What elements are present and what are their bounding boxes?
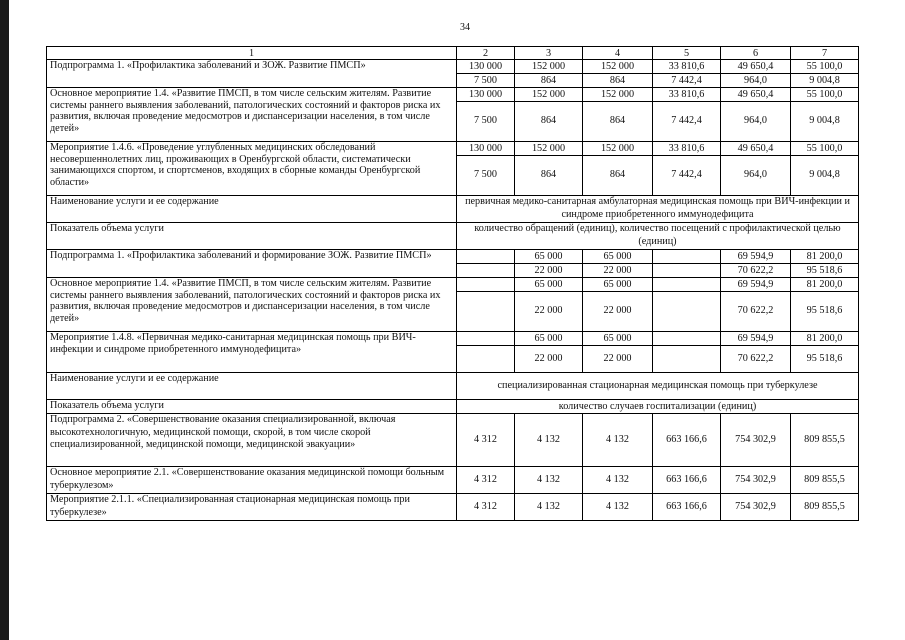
value-cell-plan: 152 000 bbox=[515, 88, 583, 102]
value-cell-volume: 9 004,8 bbox=[791, 74, 859, 88]
value-cell: 4 132 bbox=[583, 494, 653, 521]
value-cell-volume: 864 bbox=[515, 156, 583, 196]
value-cell-plan: 55 100,0 bbox=[791, 142, 859, 156]
value-cell: 4 132 bbox=[583, 467, 653, 494]
value-cell-volume: 22 000 bbox=[583, 346, 653, 373]
value-cell-plan: 65 000 bbox=[583, 332, 653, 346]
value-cell-volume: 7 442,4 bbox=[653, 102, 721, 142]
value-cell-plan: 69 594,9 bbox=[721, 250, 791, 264]
value-cell-plan: 81 200,0 bbox=[791, 278, 859, 292]
value-cell-volume: 70 622,2 bbox=[721, 292, 791, 332]
value-cell-volume: 22 000 bbox=[583, 292, 653, 332]
value-cell-volume: 9 004,8 bbox=[791, 156, 859, 196]
value-cell: 4 132 bbox=[515, 414, 583, 467]
table-row bbox=[47, 250, 859, 264]
value-cell-plan: 33 810,6 bbox=[653, 88, 721, 102]
value-cell-volume: 7 500 bbox=[457, 74, 515, 88]
value-cell-plan: 152 000 bbox=[583, 60, 653, 74]
value-cell: 809 855,5 bbox=[791, 494, 859, 521]
value-cell-plan: 49 650,4 bbox=[721, 60, 791, 74]
table-row bbox=[47, 414, 859, 467]
row-label: Подпрограмма 1. «Профилактика заболеваний и формирование ЗОЖ. Развитие ПМСП» bbox=[47, 250, 457, 278]
value-cell-plan: 33 810,6 bbox=[653, 60, 721, 74]
table-row bbox=[47, 142, 859, 156]
row-label: Подпрограмма 2. «Совершенствование оказания специализированной, включая высокотехнологичную, медицинской помощи, скорой, в том числе скорой специализированной, медицинской помощи, медицинской эвакуации» bbox=[47, 414, 457, 467]
value-cell-volume: 864 bbox=[515, 74, 583, 88]
page-number: 34 bbox=[460, 22, 470, 33]
service-label: Показатель объема услуги bbox=[47, 400, 457, 414]
service-row bbox=[47, 373, 859, 400]
row-label: Подпрограмма 1. «Профилактика заболеваний и ЗОЖ. Развитие ПМСП» bbox=[47, 60, 457, 88]
row-label: Основное мероприятие 2.1. «Совершенствование оказания медицинской помощи больным туберкулезом» bbox=[47, 467, 457, 494]
column-number: 3 bbox=[515, 47, 583, 60]
value-cell-volume: 22 000 bbox=[515, 346, 583, 373]
value-cell: 4 132 bbox=[515, 467, 583, 494]
service-row bbox=[47, 196, 859, 223]
value-cell: 663 166,6 bbox=[653, 414, 721, 467]
value-cell-plan: 33 810,6 bbox=[653, 142, 721, 156]
row-label: Мероприятие 2.1.1. «Специализированная стационарная медицинская помощь при туберкулезе» bbox=[47, 494, 457, 521]
value-cell-plan: 152 000 bbox=[583, 88, 653, 102]
value-cell: 4 132 bbox=[583, 414, 653, 467]
service-label: Показатель объема услуги bbox=[47, 223, 457, 250]
service-row bbox=[47, 223, 859, 250]
value-cell: 663 166,6 bbox=[653, 494, 721, 521]
table-body bbox=[47, 47, 859, 521]
service-label: Наименование услуги и ее содержание bbox=[47, 196, 457, 223]
value-cell-volume: 22 000 bbox=[515, 264, 583, 278]
value-cell-plan: 69 594,9 bbox=[721, 332, 791, 346]
service-row bbox=[47, 400, 859, 414]
value-cell: 809 855,5 bbox=[791, 414, 859, 467]
service-label: Наименование услуги и ее содержание bbox=[47, 373, 457, 400]
value-cell: 754 302,9 bbox=[721, 467, 791, 494]
value-cell-volume: 70 622,2 bbox=[721, 264, 791, 278]
value-cell-volume bbox=[457, 292, 515, 332]
value-cell-plan: 65 000 bbox=[515, 278, 583, 292]
value-cell-plan: 65 000 bbox=[515, 250, 583, 264]
value-cell-plan: 152 000 bbox=[515, 142, 583, 156]
table-row bbox=[47, 467, 859, 494]
value-cell-volume bbox=[653, 264, 721, 278]
column-number-row bbox=[47, 47, 859, 60]
column-number: 6 bbox=[721, 47, 791, 60]
value-cell: 809 855,5 bbox=[791, 467, 859, 494]
value-cell-plan: 49 650,4 bbox=[721, 88, 791, 102]
scan-edge-bar bbox=[0, 0, 9, 640]
value-cell-volume: 864 bbox=[583, 102, 653, 142]
service-description: количество обращений (единиц), количество посещений с профилактической целью (единиц) bbox=[457, 223, 859, 250]
value-cell-volume bbox=[457, 346, 515, 373]
value-cell-plan: 130 000 bbox=[457, 60, 515, 74]
value-cell-volume: 95 518,6 bbox=[791, 264, 859, 278]
value-cell: 4 132 bbox=[515, 494, 583, 521]
column-number: 2 bbox=[457, 47, 515, 60]
value-cell-plan bbox=[457, 250, 515, 264]
service-description: первичная медико-санитарная амбулаторная медицинская помощь при ВИЧ-инфекции и синдроме приобретенного иммунодефицита bbox=[457, 196, 859, 223]
value-cell-plan: 130 000 bbox=[457, 88, 515, 102]
value-cell-plan: 65 000 bbox=[583, 250, 653, 264]
value-cell-volume: 22 000 bbox=[515, 292, 583, 332]
value-cell-volume: 95 518,6 bbox=[791, 292, 859, 332]
value-cell-volume: 22 000 bbox=[583, 264, 653, 278]
table-row bbox=[47, 332, 859, 346]
value-cell-plan bbox=[457, 332, 515, 346]
column-number: 4 bbox=[583, 47, 653, 60]
value-cell-plan: 49 650,4 bbox=[721, 142, 791, 156]
value-cell-plan: 65 000 bbox=[515, 332, 583, 346]
service-description: специализированная стационарная медицинская помощь при туберкулезе bbox=[457, 373, 859, 400]
table-row bbox=[47, 88, 859, 102]
value-cell-volume: 864 bbox=[583, 156, 653, 196]
value-cell-plan: 81 200,0 bbox=[791, 332, 859, 346]
column-number: 5 bbox=[653, 47, 721, 60]
value-cell-volume: 95 518,6 bbox=[791, 346, 859, 373]
value-cell: 4 312 bbox=[457, 414, 515, 467]
row-label: Основное мероприятие 1.4. «Развитие ПМСП, в том числе сельским жителям. Развитие системы раннего выявления заболеваний, патологических состояний и факторов риска их развития, включая проведение медосмотров и диспансеризации населения, в том числе детей» bbox=[47, 278, 457, 332]
value-cell-plan: 69 594,9 bbox=[721, 278, 791, 292]
row-label: Основное мероприятие 1.4. «Развитие ПМСП, в том числе сельским жителям. Развитие системы раннего выявления заболеваний, патологических состояний и факторов риска их развития, включая проведение медосмотров и диспансеризации населения, в том числе детей» bbox=[47, 88, 457, 142]
value-cell-volume: 7 442,4 bbox=[653, 74, 721, 88]
value-cell-plan: 81 200,0 bbox=[791, 250, 859, 264]
value-cell-volume: 7 500 bbox=[457, 156, 515, 196]
value-cell-plan: 55 100,0 bbox=[791, 88, 859, 102]
value-cell-volume: 864 bbox=[515, 102, 583, 142]
value-cell-volume bbox=[653, 292, 721, 332]
value-cell-volume: 7 500 bbox=[457, 102, 515, 142]
value-cell: 754 302,9 bbox=[721, 414, 791, 467]
value-cell-plan: 152 000 bbox=[515, 60, 583, 74]
table-row bbox=[47, 494, 859, 521]
table-row bbox=[47, 60, 859, 74]
value-cell-plan bbox=[457, 278, 515, 292]
value-cell-plan: 152 000 bbox=[583, 142, 653, 156]
value-cell-plan bbox=[653, 278, 721, 292]
value-cell-volume: 7 442,4 bbox=[653, 156, 721, 196]
column-number: 1 bbox=[47, 47, 457, 60]
row-label: Мероприятие 1.4.6. «Проведение углубленных медицинских обследований несовершеннолетних лиц, проживающих в Оренбургской области, систематически занимающихся спортом, и спортсменов, входящих в сборные команды Оренбургской области» bbox=[47, 142, 457, 196]
budget-table bbox=[46, 46, 859, 521]
value-cell-plan: 55 100,0 bbox=[791, 60, 859, 74]
value-cell: 754 302,9 bbox=[721, 494, 791, 521]
table-row bbox=[47, 278, 859, 292]
value-cell-volume: 964,0 bbox=[721, 102, 791, 142]
value-cell-volume bbox=[457, 264, 515, 278]
value-cell: 663 166,6 bbox=[653, 467, 721, 494]
value-cell-volume bbox=[653, 346, 721, 373]
value-cell-volume: 9 004,8 bbox=[791, 102, 859, 142]
row-label: Мероприятие 1.4.8. «Первичная медико-санитарная медицинская помощь при ВИЧ-инфекции и синдроме приобретенного иммунодефицита» bbox=[47, 332, 457, 373]
value-cell-plan bbox=[653, 250, 721, 264]
column-number: 7 bbox=[791, 47, 859, 60]
service-description: количество случаев госпитализации (единиц) bbox=[457, 400, 859, 414]
value-cell-plan: 130 000 bbox=[457, 142, 515, 156]
value-cell-volume: 964,0 bbox=[721, 156, 791, 196]
value-cell-plan: 65 000 bbox=[583, 278, 653, 292]
value-cell-plan bbox=[653, 332, 721, 346]
value-cell: 4 312 bbox=[457, 467, 515, 494]
value-cell-volume: 864 bbox=[583, 74, 653, 88]
value-cell: 4 312 bbox=[457, 494, 515, 521]
value-cell-volume: 70 622,2 bbox=[721, 346, 791, 373]
value-cell-volume: 964,0 bbox=[721, 74, 791, 88]
